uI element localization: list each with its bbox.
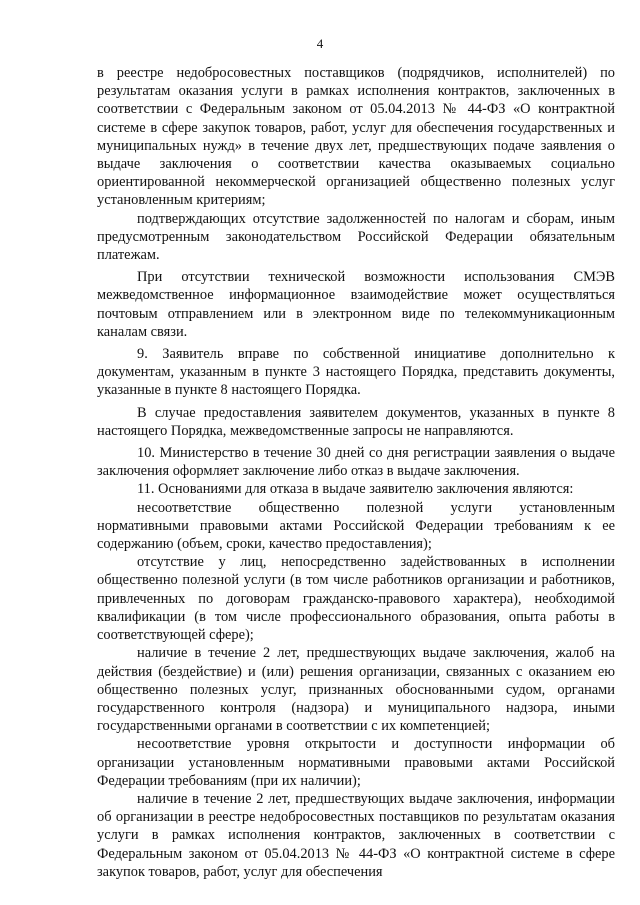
paragraph: несоответствие уровня открытости и доступности информации об организации установленным нормативными правовыми актами Российской Федерации требованиям (при их наличии); bbox=[97, 736, 615, 789]
page-number: 4 bbox=[316, 36, 324, 51]
paragraph: наличие в течение 2 лет, предшествующих выдаче заключения, информации об организации в реестре недобросовестных поставщиков по результатам оказания услуги в рамках исполнения контрактов, заключенных в соответствии с Федеральным законом от 05.04.2013 № 44-ФЗ «О контрактной системе в сфере закупок товаров, работ, услуг для обеспечения bbox=[97, 790, 615, 880]
paragraph: подтверждающих отсутствие задолженностей по налогам и сборам, иным предусмотренным законодательством Российской Федерации обязательным платежам. bbox=[97, 210, 615, 264]
document-body bbox=[97, 64, 615, 881]
paragraph: В случае предоставления заявителем документов, указанных в пункте 8 настоящего Порядка, межведомственные запросы не направляются. bbox=[97, 404, 615, 439]
paragraph: отсутствие у лиц, непосредственно задействованных в исполнении общественно полезной услуги (в том числе работников организации и работников, привлеченных по договорам гражданско-правового характера), необходимой квалификации (в том числе профессионального образования, опыта работы в соответствующей сфере); bbox=[97, 554, 615, 644]
paragraph: 9. Заявитель вправе по собственной инициативе дополнительно к документам, указанным в пункте 3 настоящего Порядка, представить документы, указанные в пункте 8 настоящего Порядка. bbox=[97, 346, 615, 399]
paragraph: При отсутствии технической возможности использования СМЭВ межведомственное информационное взаимодействие может осуществляться почтовым отправлением или в электронном виде по телекоммуникационным каналам связи. bbox=[97, 269, 615, 340]
paragraph: несоответствие общественно полезной услуги установленным нормативными правовыми актами Российской Федерации требованиям к ее содержанию (объем, сроки, качество предоставления); bbox=[97, 499, 615, 553]
paragraph: наличие в течение 2 лет, предшествующих выдаче заключения, жалоб на действия (бездействие) и (или) решения организации, связанных с оказанием ею общественно полезных услуг, признанных обоснованными судом, органами государственного контроля (надзора) и муниципального надзора, иными государственными органами в соответствии с их компетенцией; bbox=[97, 645, 615, 735]
paragraph: в реестре недобросовестных поставщиков (подрядчиков, исполнителей) по результатам оказания услуги в рамках исполнения контрактов, заключенных в соответствии с Федеральным законом от 05.04.2013 № 44-ФЗ «О контрактной системе в сфере закупок товаров, работ, услуг для обеспечения государственных и муниципальных нужд» в течение двух лет, предшествующих подаче заявления о выдаче заключения о соответствии качества оказываемых социально ориентированной некоммерческой организацией общественно полезных услуг установленным критериям; bbox=[97, 65, 615, 209]
paragraph: 10. Министерство в течение 30 дней со дня регистрации заявления о выдаче заключения оформляет заключение либо отказ в выдаче заключения. bbox=[97, 445, 615, 480]
paragraph: 11. Основаниями для отказа в выдаче заявителю заключения являются: bbox=[137, 481, 574, 498]
